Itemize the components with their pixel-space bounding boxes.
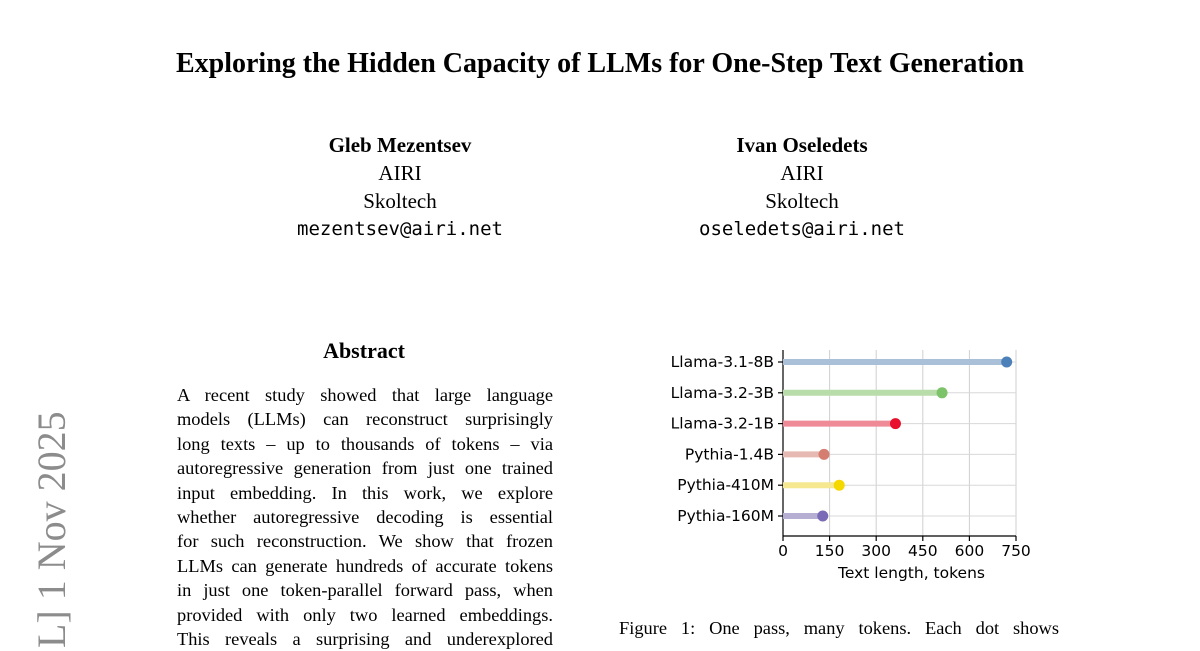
lollipop-chart — [620, 340, 1060, 600]
lollipop-dot — [890, 418, 901, 429]
y-tick-label: Llama-3.2-3B — [670, 383, 774, 402]
abstract-line: long texts – up to thousands of tokens – via — [177, 433, 553, 454]
abstract-line: input embedding. In this work, we explore — [177, 482, 553, 503]
abstract-line: provided with only two learned embeddings. — [177, 604, 553, 625]
author-affiliation: Skoltech — [363, 189, 437, 213]
x-tick-label: 750 — [1001, 542, 1031, 560]
paper-title: Exploring the Hidden Capacity of LLMs for One-Step Text Generation — [175, 48, 1025, 79]
x-tick-label: 0 — [778, 542, 788, 560]
y-tick-label: Llama-3.2-1B — [670, 414, 774, 433]
x-tick-label: 150 — [814, 542, 845, 560]
author-block — [240, 131, 560, 243]
abstract-body — [177, 383, 553, 651]
y-tick-label: Pythia-1.4B — [684, 445, 774, 464]
caption-line: Figure 1: One pass, many tokens. Each dot shows — [619, 618, 1059, 638]
figure-caption — [619, 616, 1059, 640]
author-block — [642, 131, 962, 243]
lollipop-dot — [819, 449, 830, 460]
y-tick-label: Llama-3.1-8B — [670, 353, 774, 371]
abstract-line: A recent study showed that large language — [177, 385, 553, 405]
abstract-heading: Abstract — [323, 338, 405, 363]
y-tick-label: Pythia-160M — [677, 507, 774, 525]
abstract-line: LLMs can generate hundreds of accurate tokens — [177, 555, 553, 576]
lollipop-dot — [834, 480, 845, 491]
author-email[interactable]: oseledets@airi.net — [699, 218, 905, 240]
abstract-line: in just one token-parallel forward pass, when — [177, 580, 553, 601]
lollipop-dot — [937, 387, 948, 398]
x-tick-label: 450 — [908, 542, 938, 560]
author-name: Ivan Oseledets — [736, 133, 868, 157]
author-affiliation: Skoltech — [765, 189, 839, 213]
lollipop-dot — [1001, 357, 1012, 368]
arxiv-stamp: L] 1 Nov 2025 — [29, 411, 74, 648]
author-name: Gleb Mezentsev — [328, 133, 472, 157]
abstract-line: models (LLMs) can reconstruct surprisingly — [177, 409, 553, 430]
figure-1 — [620, 340, 1060, 600]
author-affiliation: AIRI — [378, 161, 422, 185]
abstract-line: autoregressive generation from just one trained — [177, 458, 553, 479]
lollipop-dot — [817, 511, 828, 522]
author-email[interactable]: mezentsev@airi.net — [297, 218, 503, 240]
x-tick-label: 300 — [861, 542, 891, 560]
x-axis-label: Text length, tokens — [838, 564, 985, 582]
y-tick-label: Pythia-410M — [677, 476, 774, 495]
author-affiliation: AIRI — [780, 161, 824, 185]
x-tick-label: 600 — [954, 542, 985, 560]
abstract-line: whether autoregressive decoding is essential — [177, 506, 553, 527]
abstract-line: for such reconstruction. We show that frozen — [177, 531, 553, 552]
abstract-line: This reveals a surprising and underexplored — [177, 628, 553, 649]
